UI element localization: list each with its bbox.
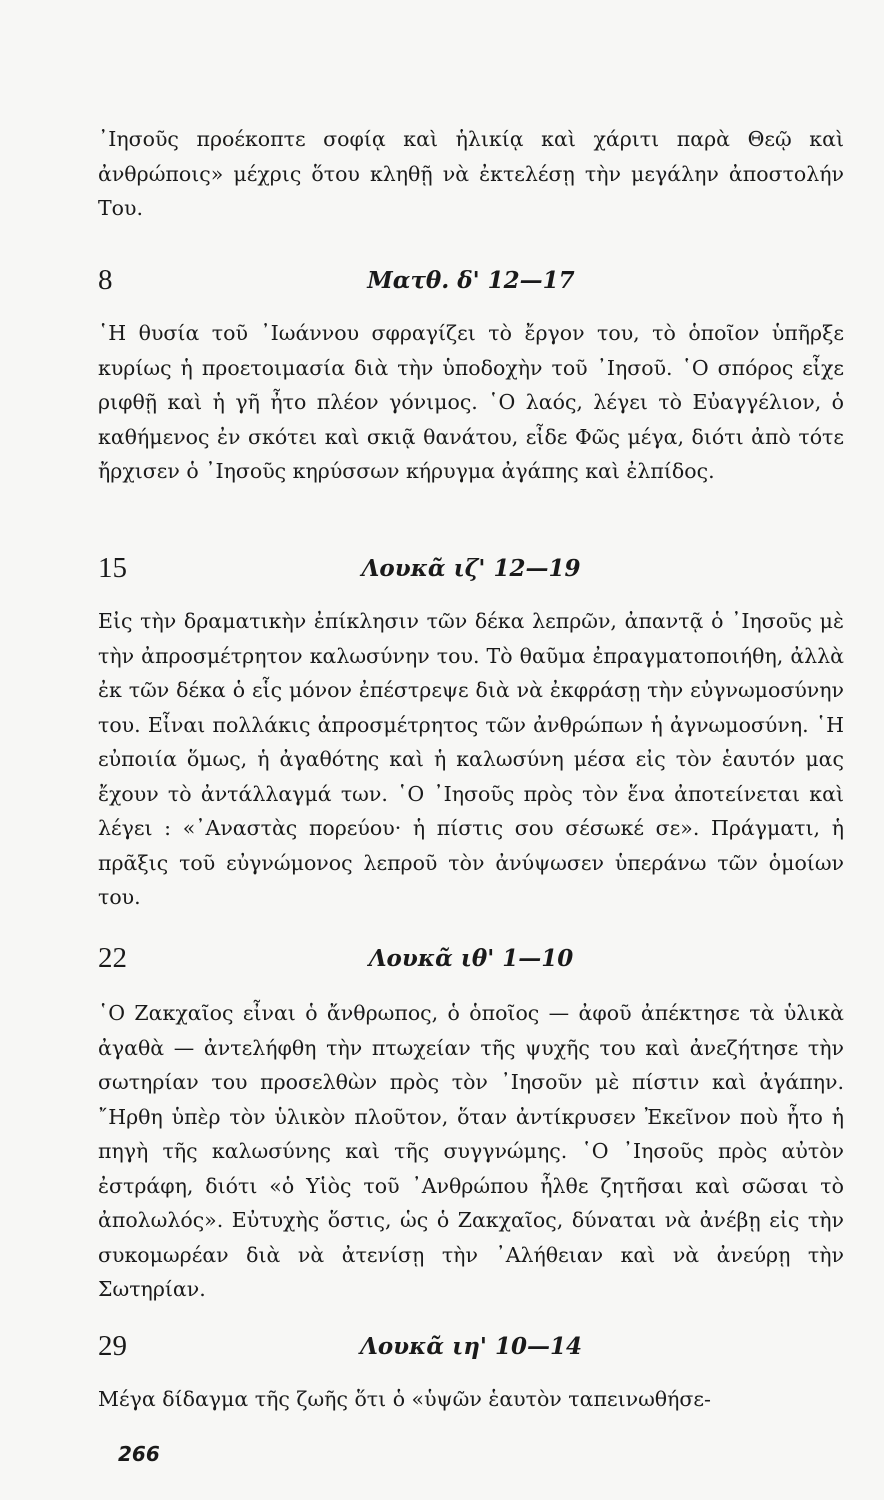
day-number: 15 [98,552,127,584]
section-heading-8 [98,262,844,302]
section-paragraph-15: Εἰς τὴν δραματικὴν ἐπίκλησιν τῶν δέκα λεπρῶν, ἀπαντᾷ ὁ ᾿Ιησοῦς μὲ τὴν ἀπροσμέτρητον καλωσύνην του. Τὸ θαῦμα ἐπραγματοποιήθη, ἀλλὰ ἐκ τῶν δέκα ὁ εἷς μόνον ἐπέστρεψε διὰ νὰ ἐκφράσῃ τὴν εὐγνωμοσύνην του. Εἶναι πολλάκις ἀπροσμέτρητος τῶν ἀνθρώπων ἡ ἀγνωμοσύνη. ῾Η εὐποιία ὅμως, ἡ ἀγαθότης καὶ ἡ καλωσύνη μέσα εἰς τὸν ἑαυτόν μας ἔχουν τὸ ἀντάλλαγμά των. ῾Ο ᾿Ιησοῦς πρὸς τὸν ἕνα ἀποτείνεται καὶ λέγει : «᾿Αναστὰς πορεύου· ἡ πίστις σου σέσωκέ σε». Πράγματι, ἡ πρᾶξις τοῦ εὐγνώμονος λεπροῦ τὸν ἀνύψωσεν ὑπεράνω τῶν ὁμοίων του. [98,609,844,909]
section-heading-29 [98,1328,844,1368]
section-heading-22 [98,940,844,980]
section-paragraph-22: ῾Ο Ζακχαῖος εἶναι ὁ ἄνθρωπος, ὁ ὁποῖος — ἀφοῦ ἀπέκτησε τὰ ὑλικὰ ἀγαθὰ — ἀντελήφθη τὴν πτωχείαν τῆς ψυχῆς του καὶ ἀνεζήτησε τὴν σωτηρίαν του προσελθὼν πρὸς τὸν ᾿Ιησοῦν μὲ πίστιν καὶ ἀγάπην. ῎Ηρθη ὑπὲρ τὸν ὑλικὸν πλοῦτον, ὅταν ἀντίκρυσεν Ἐκεῖνον ποὺ ἦτο ἡ πηγὴ τῆς καλωσύνης καὶ τῆς συγγνώμης. ῾Ο ᾿Ιησοῦς πρὸς αὐτὸν ἐστράφη, διότι «ὁ Υἱὸς τοῦ ᾿Ανθρώπου ἦλθε ζητῆσαι καὶ σῶσαι τὸ ἀπολωλός». Εὐτυχὴς ὅστις, ὡς ὁ Ζακχαῖος, δύναται νὰ ἀνέβῃ εἰς τὴν συκομωρέαν διὰ νὰ ἀτενίσῃ τὴν ᾿Αλήθειαν καὶ νὰ ἀνεύρῃ τὴν Σωτηρίαν. [98,1001,844,1301]
scripture-reference: Ματθ. δ' 12—17 [367,267,575,294]
section-paragraph-8: ῾Η θυσία τοῦ ᾿Ιωάννου σφραγίζει τὸ ἔργον του, τὸ ὁποῖον ὑπῆρξε κυρίως ἡ προετοιμασία διὰ τὴν ὑποδοχὴν τοῦ ᾿Ιησοῦ. ῾Ο σπόρος εἶχε ριφθῇ καὶ ἡ γῆ ἦτο πλέον γόνιμος. ῾Ο λαός, λέγει τὸ Εὐαγγέλιον, ὁ καθήμενος ἐν σκότει καὶ σκιᾷ θανάτου, εἶδε Φῶς μέγα, διότι ἀπὸ τότε ἤρχισεν ὁ ᾿Ιησοῦς κηρύσσων κήρυγμα ἀγάπης καὶ ἐλπίδος. [98,321,844,483]
page-number: 266 [118,1442,160,1466]
day-number: 29 [98,1330,127,1362]
scripture-reference: Λουκᾶ ιη' 10—14 [359,1333,582,1360]
day-number: 8 [98,264,113,296]
section-heading-15 [98,550,844,590]
scripture-reference: Λουκᾶ ιθ' 1—10 [368,945,574,972]
intro-paragraph: ᾿Ιησοῦς προέκοπτε σοφίᾳ καὶ ἡλικίᾳ καὶ χάριτι παρὰ Θεῷ καὶ ἀνθρώποις» μέχρις ὅτου κληθῇ νὰ ἐκτελέσῃ τὴν μεγάλην ἀποστολήν Του. [98,127,844,220]
day-number: 22 [98,942,127,974]
scripture-reference: Λουκᾶ ιζ' 12—19 [361,555,581,582]
section-paragraph-29: Μέγα δίδαγμα τῆς ζωῆς ὅτι ὁ «ὑψῶν ἑαυτὸν ταπεινωθήσε- [98,1387,711,1411]
